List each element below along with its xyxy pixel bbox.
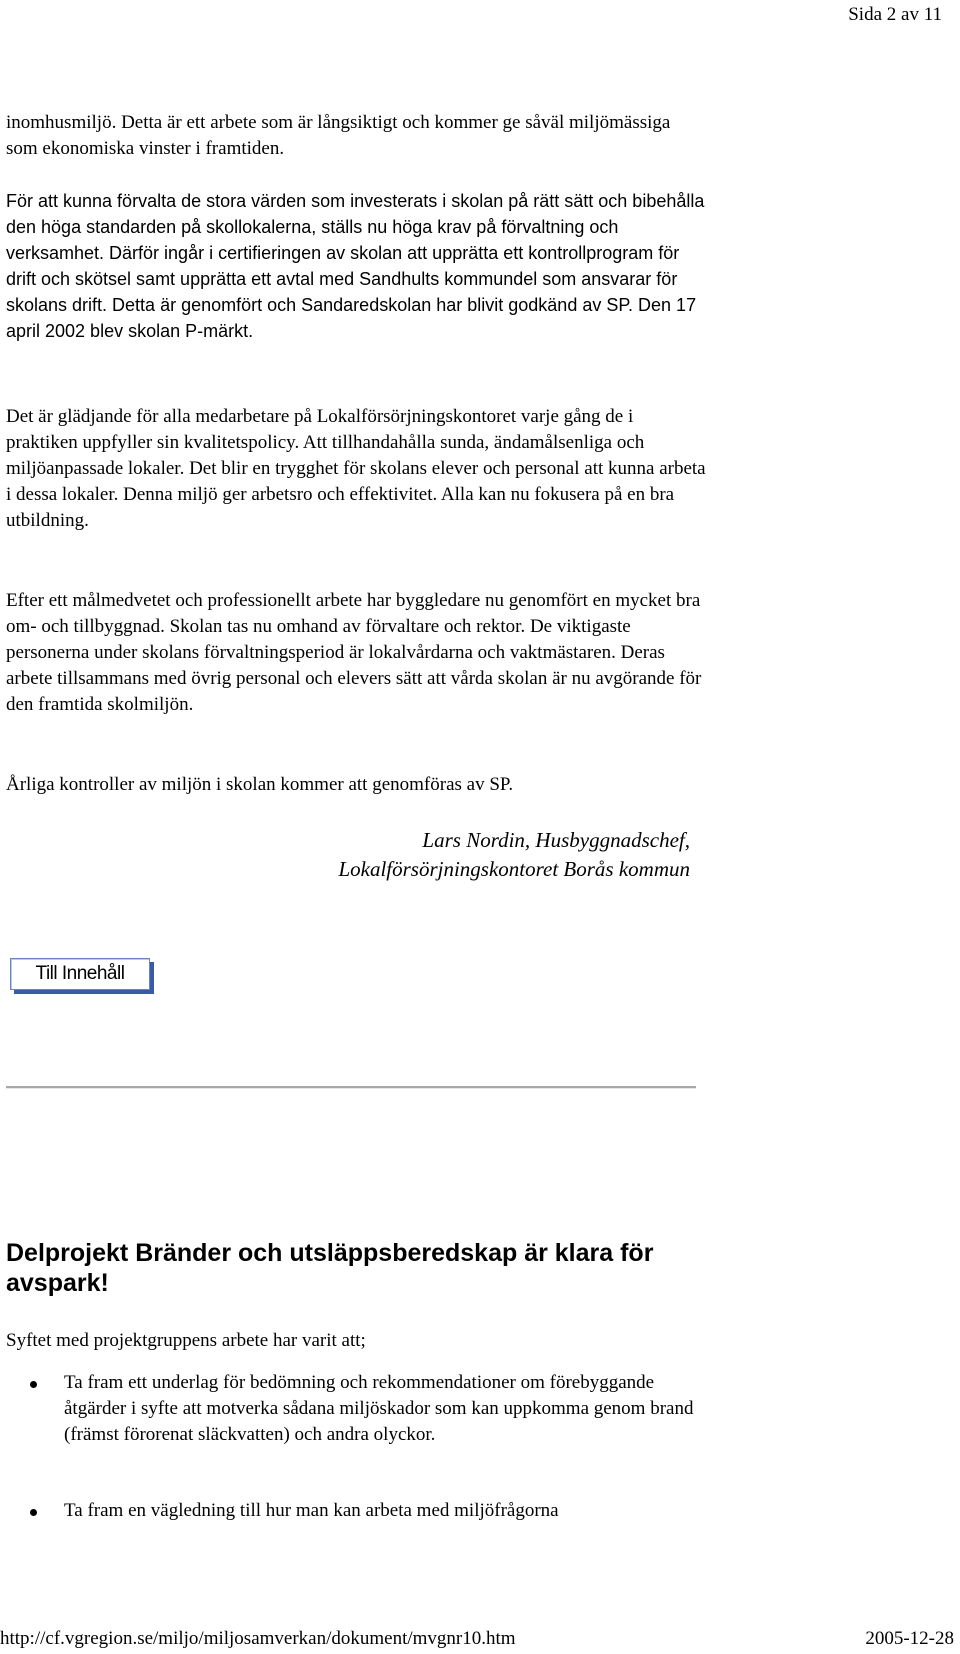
paragraph-annual-controls: Årliga kontroller av miljön i skolan kommer att genomföras av SP. (6, 774, 514, 795)
bullet-icon (30, 1381, 37, 1388)
bullet-icon (30, 1509, 37, 1516)
footer-date: 2005-12-28 (865, 1628, 954, 1649)
section-heading: Delprojekt Bränder och utsläppsberedskap är klara för avspark! (6, 1239, 654, 1297)
signature-name: Lars Nordin, Husbyggnadschef, (422, 828, 690, 852)
signature-office: Lokalförsörjningskontoret Borås kommun (338, 857, 690, 881)
page-footer (0, 1626, 954, 1652)
paragraph-intro: inomhusmiljö. Detta är ett arbete som är långsiktigt och kommer ge såväl miljömässiga som ekonomiska vinster i framtiden. (6, 112, 671, 159)
section-intro: Syftet med projektgruppens arbete har varit att; (6, 1330, 366, 1351)
list-item-text: Ta fram en vägledning till hur man kan arbeta med miljöfrågorna (64, 1500, 559, 1521)
paragraph-handover: Efter ett målmedvetet och professionellt arbete har byggledare nu genomfört en mycket bra om- och tillbyggnad. Skolan tas nu omhand av förvaltare och rektor. De viktigaste personerna under skolans förvaltningsperiod är lokalvårdarna och vaktmästaren. Deras arbete tillsammans med övrig personal och elevers sätt att vårda skolan är nu avgörande för den framtida skolmiljön. (6, 590, 702, 715)
footer-url: http://cf.vgregion.se/miljo/miljosamverkan/dokument/mvgnr10.htm (0, 1628, 516, 1649)
list-item-text: Ta fram ett underlag för bedömning och rekommendationer om förebyggande åtgärder i syfte att motverka sådana miljöskador som kan uppkomma genom brand (främst förorenat släckvatten) och andra olyckor. (64, 1372, 694, 1445)
paragraph-certification: För att kunna förvalta de stora värden som investerats i skolan på rätt sätt och bibehålla den höga standarden på skollokalerna, ställs nu höga krav på förvaltning och verksamhet. Därför ingår i certifieringen av skolan att upprätta ett kontrollprogram för drift och skötsel samt upprätta ett avtal med Sandhults kommundel som ansvarar för skolans drift. Detta är genomfört och Sandaredskolan har blivit godkänd av SP. Den 17 april 2002 blev skolan P-märkt. (6, 191, 705, 341)
table-of-contents-button[interactable]: Till Innehåll (10, 958, 150, 990)
section-divider (6, 1086, 696, 1089)
page-indicator: Sida 2 av 11 (848, 4, 942, 25)
paragraph-quality-policy: Det är glädjande för alla medarbetare på Lokalförsörjningskontoret varje gång de i praktiken uppfyller sin kvalitetspolicy. Att tillhandahålla sunda, ändamålsenliga och miljöanpassade lokaler. Det blir en trygghet för skolans elever och personal att kunna arbeta i dessa lokaler. Denna miljö ger arbetsro och effektivitet. Alla kan nu fokusera på en bra utbildning. (6, 406, 706, 531)
